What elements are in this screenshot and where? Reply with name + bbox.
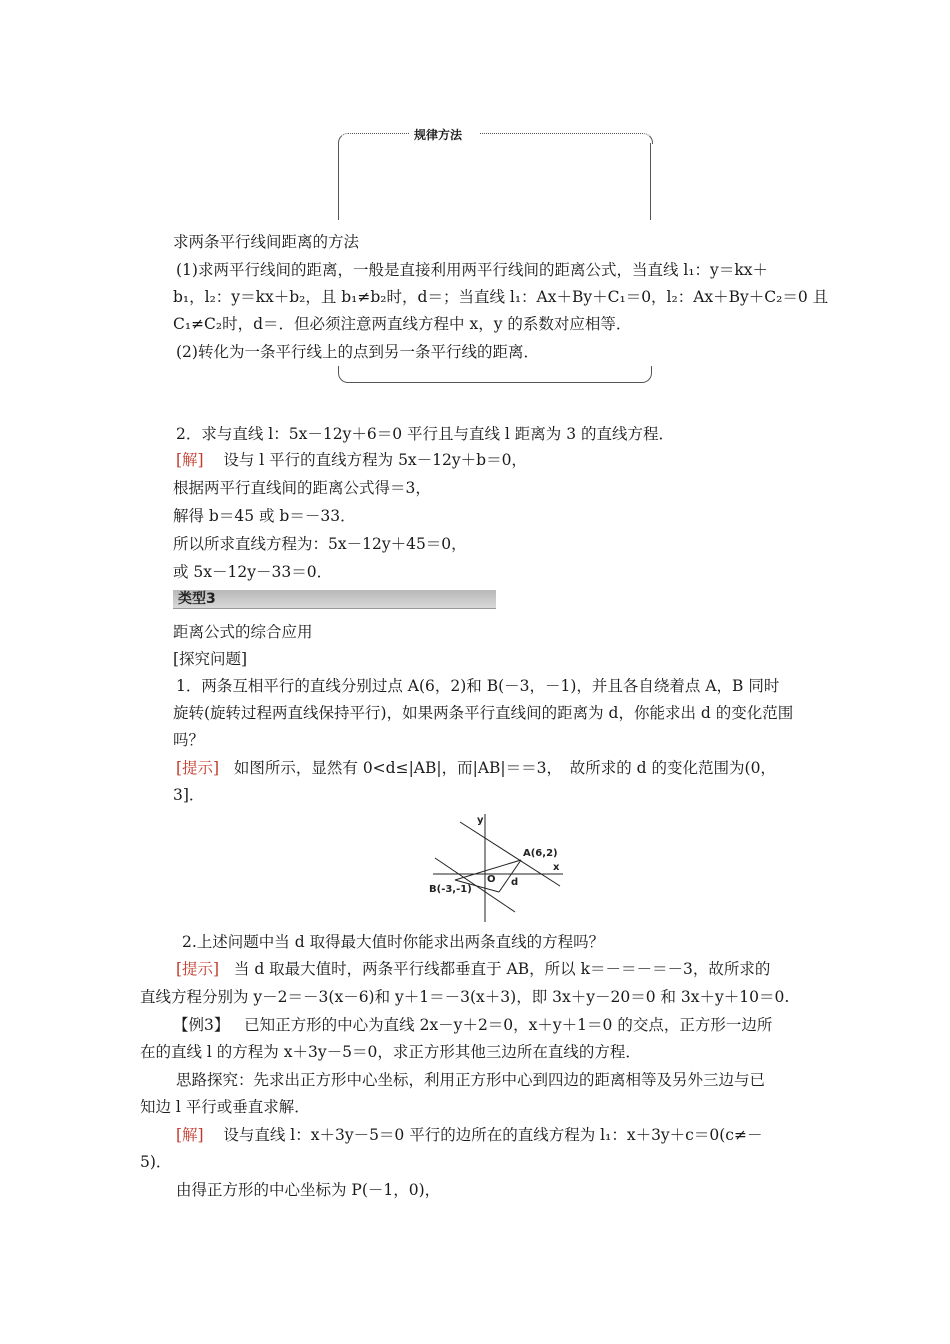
hint-2-text: 当 d 取最大值时，两条平行线都垂直于 AB，所以 k＝－＝－＝－3，故所求的 <box>233 960 771 978</box>
method-box-title: 规律方法 <box>410 126 466 143</box>
q2-step-2: 根据两平行直线间的距离公式得＝3， <box>173 479 431 497</box>
hint-text: 如图所示，显然有 0<d≤|AB|，而|AB|＝＝3， 故所求的 d 的变化范围为(0， <box>233 759 776 777</box>
section-title: 距离公式的综合应用 <box>173 623 313 641</box>
box-border-left <box>338 143 339 220</box>
label-d: d <box>511 877 519 888</box>
solution-tag: [解] <box>176 451 204 469</box>
hint-tag-2: [提示] <box>176 960 220 978</box>
box-border-right <box>650 143 651 220</box>
q2-step-4: 所以所求直线方程为：5x－12y＋45＝0， <box>173 535 467 553</box>
hint-tag: [提示] <box>176 759 220 777</box>
example-3-solution-line-1 <box>176 1121 816 1149</box>
q2-solution-line-1 <box>176 446 816 474</box>
example-3-line-2: 在的直线 l 的方程为 x＋3y－5＝0，求正方形其他三边所在直线的方程． <box>140 1043 641 1061</box>
method-line-2: b₁，l₂：y＝kx＋b₂，且 b₁≠b₂时，d＝；当直线 l₁：Ax＋By＋C₁＝0，l₂：Ax＋By＋C₂＝0 且 <box>173 288 829 306</box>
q2-step-5: 或 5x－12y－33＝0． <box>173 563 333 581</box>
method-line-4: (2)转化为一条平行线上的点到另一条平行线的距离． <box>176 343 539 361</box>
explore-1-hint-line-2: 3]． <box>173 786 205 804</box>
q2-step-1: 设与 l 平行的直线方程为 5x－12y＋b＝0， <box>223 451 527 469</box>
explore-1-hint-line-1 <box>176 754 816 782</box>
section-bar <box>173 590 496 609</box>
section-label: 类型3 <box>178 591 216 607</box>
label-b: B(-3,-1) <box>429 884 472 895</box>
explore-1-line-1: 1．两条互相平行的直线分别过点 A(6，2)和 B(－3，－1)，并且各自绕着点 A，B 同时 <box>176 677 780 695</box>
explore-1-line-2: 旋转(旋转过程两直线保持平行)，如果两条平行直线间的距离为 d，你能求出 d 的变化范围 <box>173 704 794 722</box>
q2-step-3: 解得 b＝45 或 b＝－33． <box>173 507 356 525</box>
geometry-figure <box>425 812 565 924</box>
explore-2-hint-line-1 <box>176 955 816 983</box>
label-y: y <box>477 815 484 826</box>
approach-line-2: 知边 l 平行或垂直求解． <box>140 1098 310 1116</box>
explore-1-line-3: 吗？ <box>173 731 205 749</box>
explore-heading: [探究问题] <box>173 650 248 668</box>
box-border-bottom <box>338 366 652 383</box>
label-o: O <box>487 874 496 885</box>
method-line-3: C₁≠C₂时，d＝．但必须注意两直线方程中 x，y 的系数对应相等． <box>173 315 632 333</box>
example-tag: 【例3】 <box>173 1016 230 1034</box>
method-heading: 求两条平行线间距离的方法 <box>173 233 360 251</box>
explore-2-hint-line-2: 直线方程分别为 y－2＝－3(x－6)和 y＋1＝－3(x＋3)，即 3x＋y－20＝0 和 3x＋y＋10＝0. <box>140 988 790 1006</box>
example-3-solution-line-3: 由得正方形的中心坐标为 P(－1，0)， <box>176 1181 441 1199</box>
example-3-solution-line-2: 5)． <box>140 1153 172 1171</box>
example-3-line-1 <box>173 1011 813 1039</box>
example-3-text: 已知正方形的中心为直线 2x－y＋2＝0，x＋y＋1＝0 的交点，正方形一边所 <box>244 1016 773 1034</box>
label-x: x <box>553 862 560 873</box>
method-line-1: (1)求两平行线间的距离，一般是直接利用两平行线间的距离公式，当直线 l₁：y＝kx＋ <box>176 261 768 279</box>
explore-2-question: 2.上述问题中当 d 取得最大值时你能求出两条直线的方程吗？ <box>182 933 605 951</box>
box-border-top-left <box>338 133 409 144</box>
label-a: A(6,2) <box>523 848 558 859</box>
box-border-top-right <box>480 133 653 144</box>
example-3-solution-text: 设与直线 l：x＋3y－5＝0 平行的边所在的直线方程为 l₁：x＋3y＋c＝0(c≠－ <box>223 1126 763 1144</box>
question-2: 2．求与直线 l：5x－12y＋6＝0 平行且与直线 l 距离为 3 的直线方程． <box>176 425 675 443</box>
solution-tag-3: [解] <box>176 1126 204 1144</box>
approach-line-1: 思路探究：先求出正方形中心坐标，利用正方形中心到四边的距离相等及另外三边与已 <box>176 1071 766 1089</box>
